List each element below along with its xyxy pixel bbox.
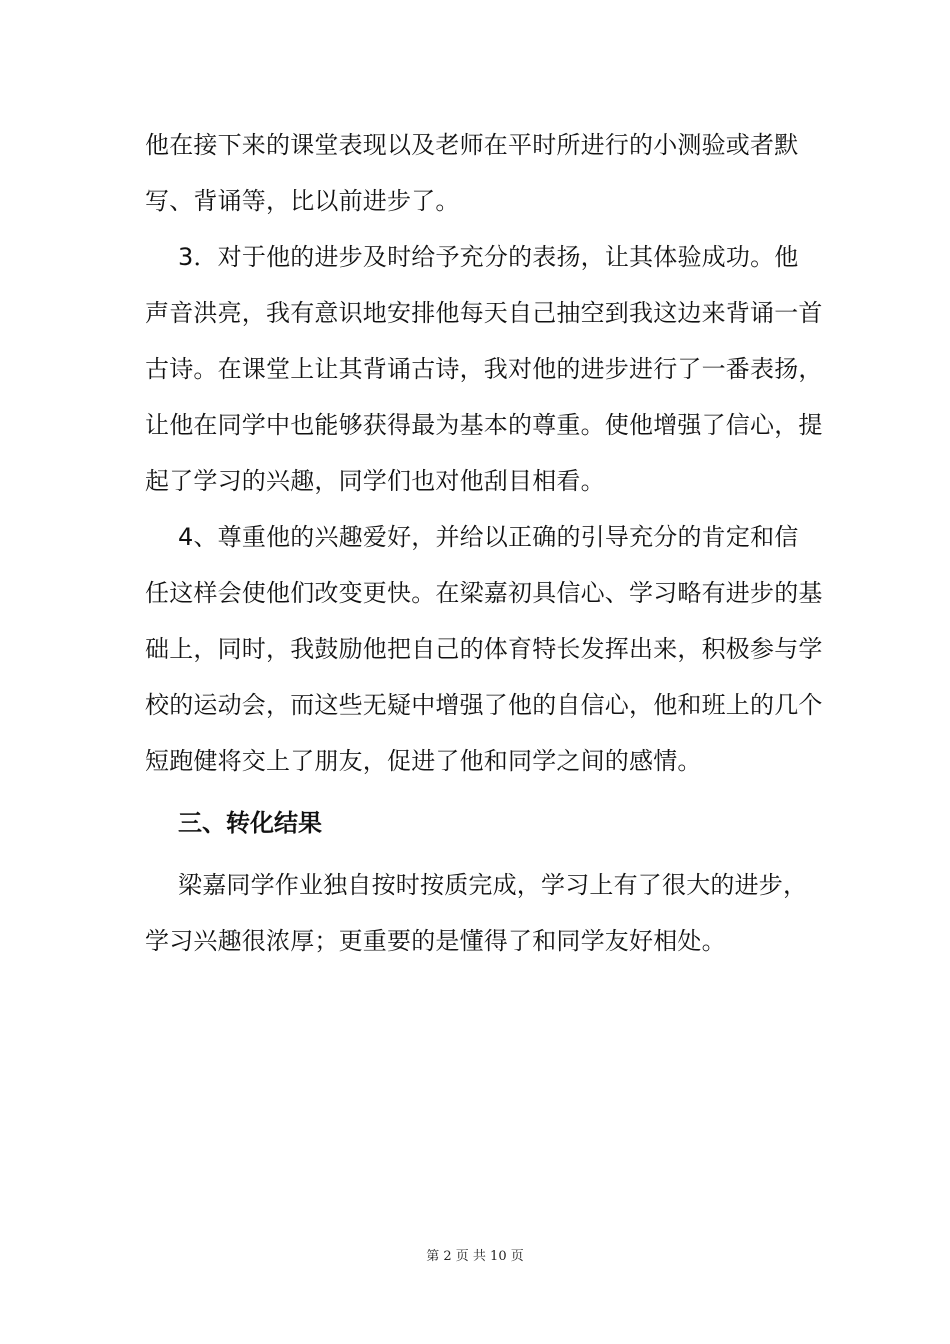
paragraph-line: 写、背诵等，比以前进步了。	[145, 187, 460, 215]
paragraph-line: 古诗。在课堂上让其背诵古诗，我对他的进步进行了一番表扬，	[145, 355, 823, 383]
paragraph-line: 起了学习的兴趣，同学们也对他刮目相看。	[145, 467, 605, 495]
paragraph-line: 短跑健将交上了朋友，促进了他和同学之间的感情。	[145, 747, 702, 775]
result-line: 学习兴趣很浓厚；更重要的是懂得了和同学友好相处。	[145, 927, 726, 955]
result-line: 梁嘉同学作业独自按时按质完成，学习上有了很大的进步，	[178, 871, 808, 899]
paragraph-line: 任这样会使他们改变更快。在梁嘉初具信心、学习略有进步的基	[145, 579, 823, 607]
paragraph-line: 础上，同时，我鼓励他把自己的体育特长发挥出来，积极参与学	[145, 635, 823, 663]
paragraph-line: 3．对于他的进步及时给予充分的表扬，让其体验成功。他	[178, 243, 799, 271]
section-heading: 三、转化结果	[178, 809, 322, 837]
paragraph-line: 4、尊重他的兴趣爱好，并给以正确的引导充分的肯定和信	[178, 523, 799, 551]
paragraph-line: 让他在同学中也能够获得最为基本的尊重。使他增强了信心，提	[145, 411, 823, 439]
paragraph-line: 声音洪亮，我有意识地安排他每天自己抽空到我这边来背诵一首	[145, 299, 823, 327]
page-number-footer: 第 2 页 共 10 页	[426, 1249, 524, 1264]
paragraph-line: 校的运动会，而这些无疑中增强了他的自信心，他和班上的几个	[145, 691, 823, 719]
paragraph-line: 他在接下来的课堂表现以及老师在平时所进行的小测验或者默	[145, 131, 799, 159]
